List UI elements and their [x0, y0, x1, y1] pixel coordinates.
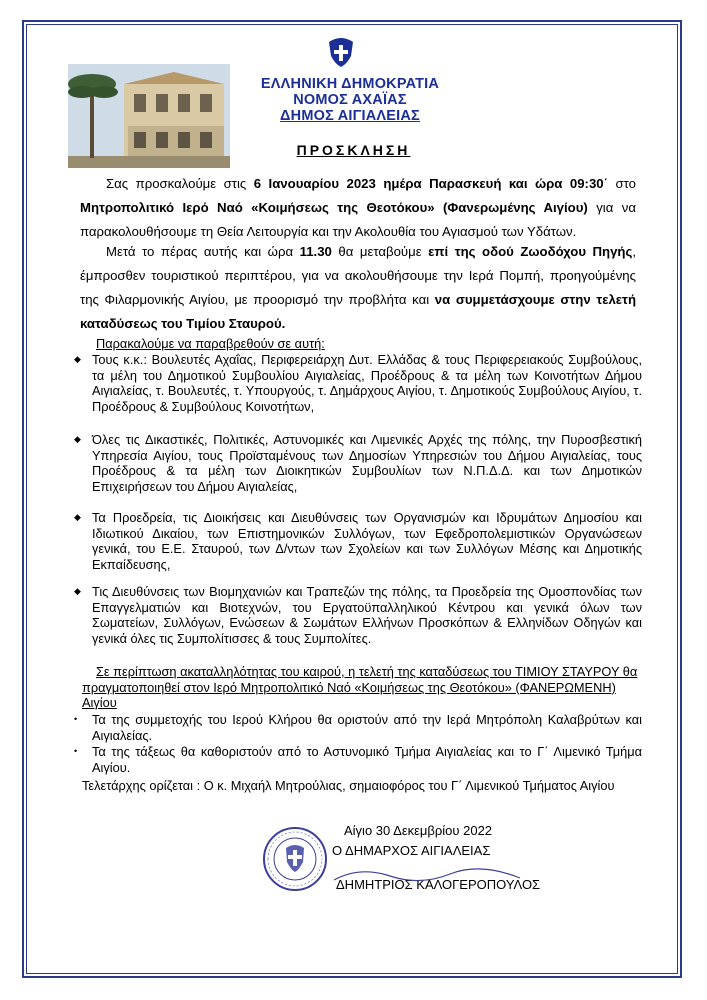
municipal-seal-icon — [262, 826, 328, 892]
bullet-icon: ◆ — [74, 586, 81, 596]
signature-name: ΔΗΜΗΤΡΙΟΣ ΚΑΛΟΓΕΡΟΠΟΥΛΟΣ — [336, 876, 596, 894]
paragraph-1: Σας προσκαλούμε στις 6 Ιανουαρίου 2023 ημέρα Παρασκευή και ώρα 09:30΄ στο Μητροπολιτικό Ιερό Ναό «Κοιμήσεως της Θεοτόκου» (Φανερωμένης Αιγίου) για να παρακολουθήσουμε τη Θεία Λειτουργία και την Ακολουθία του Αγιασμού των Υδάτων. — [80, 176, 636, 239]
paragraph-2: Μετά το πέρας αυτής και ώρα 11.30 θα μεταβούμε επί της οδού Ζωοδόχου Πηγής, έμπροσθεν τουριστικού περιπτέρου, για να ακολουθήσουμε την Ιερά Πομπή, προηγούμένης της Φιλαρμονικής Αιγίου, με προορισμό την προβλήτα και να συμμετάσχουμε στην τελετή καταδύσεως του Τιμίου Σταυρού. — [80, 244, 637, 331]
invitee-item: ◆ Τα Προεδρεία, τις Διοικήσεις και Διευθύνσεις των Οργανισμών και Ιδρυμάτων Δημοσίου και Ιδιωτικού Δικαίου, των Επιστημονικών Συλλόγων, των Εφεδροπολεμιστικών Οργανώσεων γενικά, του Ε.Ε. Σταυρού, των Δ/ντων των Σχολείων και των Συλλόγων Μέσης και Δημοτικής Εκπαίδευσης, — [74, 510, 642, 572]
header-republic: ΕΛΛΗΝΙΚΗ ΔΗΜΟΚΡΑΤΙΑ — [260, 76, 440, 92]
bullet-icon: ◆ — [74, 512, 81, 522]
invitees-label: Παρακαλούμε να παραβρεθούν σε αυτή: — [96, 336, 325, 351]
document-title: ΠΡΟΣΚΛΗΣΗ — [296, 142, 411, 158]
bullet-icon: • — [74, 714, 78, 724]
bullet-icon: • — [74, 746, 78, 756]
ceremony-master: Τελετάρχης ορίζεται : Ο κ. Μιχαήλ Μητρούλιας, σημαιοφόρος του Γ΄ Λιμενικού Τμήματος Αιγίου — [82, 778, 615, 793]
invitee-item: ◆ Τις Διευθύνσεις των Βιομηχανιών και Τραπεζών της πόλης, τα Προεδρεία της Ομοσπονδίας των Επαγγελματιών και Βιοτεχνών, του Εργατοϋπαλληλικού Κέντρου και γενικά όλων των Σωματείων, Συλλόγων, Ενώσεων & Σωμάτων Ελλήνων Προσκόπων & Ελληνίδων Οδηγών και γενικά όλες τις Συμπολίτισσες & τους Συμπολίτες. — [74, 584, 642, 646]
bullet-icon: ◆ — [74, 434, 81, 444]
note-item: • Τα της συμμετοχής του Ιερού Κλήρου θα οριστούν από την Ιερά Μητρόπολη Καλαβρύτων και Αιγιαλείας. — [74, 712, 642, 743]
signature-scribble-icon — [330, 866, 570, 886]
signature-place-date: Αίγιο 30 Δεκεμβρίου 2022 — [344, 823, 493, 838]
invitee-item: ◆ Τους κ.κ.: Βουλευτές Αχαΐας, Περιφερειάρχη Δυτ. Ελλάδας & τους Περιφερειακούς Συμβούλους, τα μέλη του Δημοτικού Συμβουλίου Αιγιαλείας, Προέδρους & τα μέλη των Κοινοτήτων Δήμου Αιγιαλείας, τ. Βουλευτές, τ. Υπουργούς, τ. Δημάρχους Αιγίου, τ. Δημοτικούς Συμβούλους Αιγίου, τ. Προέδρους & Συμβούλους Κοινοτήτων, — [74, 352, 642, 414]
header-prefecture: ΝΟΜΟΣ ΑΧΑΪΑΣ — [293, 92, 407, 108]
signature-role: Ο ΔΗΜΑΡΧΟΣ ΑΙΓΙΑΛΕΙΑΣ — [332, 843, 491, 858]
invitee-item: ◆ Όλες τις Δικαστικές, Πολιτικές, Αστυνομικές και Λιμενικές Αρχές της πόλης, την Πυροσβεστική Υπηρεσία Αιγίου, τους Προϊσταμένους των Δημοσίων Υπηρεσιών του Δήμου Αιγιαλείας, τους Προέδρους & τα μέλη των Διοικητικών Συμβουλίων των Ν.Π.Δ.Δ. και των Δημοτικών Επιχειρήσεων του Δήμου Αιγιαλείας, — [74, 432, 642, 494]
coat-of-arms-icon — [327, 36, 355, 68]
note-item: • Τα της τάξεως θα καθοριστούν από το Αστυνομικό Τμήμα Αιγιαλείας και το Γ΄ Λιμενικό Τμήμα Αιγίου. — [74, 744, 642, 775]
weather-note: Σε περίπτωση ακαταλληλότητας του καιρού, η τελετή της καταδύσεως του ΤΙΜΙΟΥ ΣΤΑΥΡΟΥ θα πραγματοποιηθεί στον Ιερό Μητροπολιτικό Ναό «Κοιμήσεως της Θεοτόκου» (ΦΑΝΕΡΩΜΕΝΗ) Αιγίου — [82, 664, 638, 710]
bullet-icon: ◆ — [74, 354, 81, 364]
header-municipality: ΔΗΜΟΣ ΑΙΓΙΑΛΕΙΑΣ — [280, 108, 420, 124]
